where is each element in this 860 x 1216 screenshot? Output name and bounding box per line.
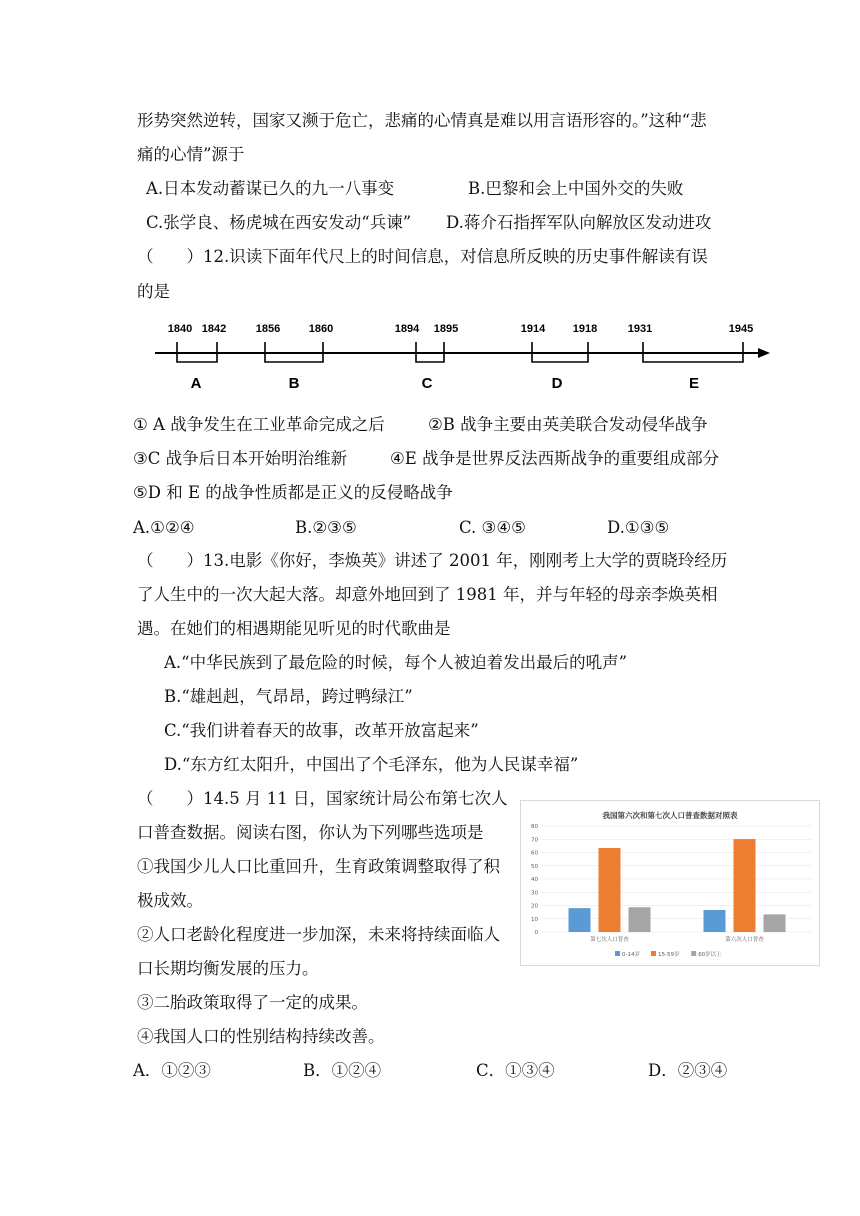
y-tick-label: 80 (531, 824, 538, 830)
segment-label: C (421, 375, 433, 392)
year-label: 1856 (255, 323, 281, 335)
segment-label: B (288, 375, 300, 392)
q14-option-c: C．①③④ (476, 1061, 555, 1080)
q14-option-b: B．①②④ (303, 1061, 382, 1080)
y-tick-label: 40 (531, 877, 538, 883)
y-tick-label: 0 (534, 930, 538, 936)
q14-option-d: D．②③④ (648, 1061, 728, 1080)
q14-stem-line2: 口普查数据。阅读右图，你认为下列哪些选项是 (137, 823, 484, 842)
q11-option-b: B.巴黎和会上中国外交的失败 (468, 179, 684, 198)
q13-option-d: D.“东方红太阳升，中国出了个毛泽东，他为人民谋幸福” (164, 755, 579, 774)
q11-option-d: D.蒋介石指挥军队向解放区发动进攻 (446, 213, 712, 232)
q14-item: ②人口老龄化程度进一步加深，未来将持续面临人 (137, 925, 500, 944)
legend-label: 60岁以上 (698, 952, 722, 958)
q14-item: ④我国人口的性别结构持续改善。 (137, 1027, 385, 1046)
q14-stem-line1: （ ）14.5 月 11 日，国家统计局公布第七次人 (137, 789, 508, 808)
bar (629, 907, 651, 932)
year-label: 1914 (520, 323, 546, 335)
q14-item: ③二胎政策取得了一定的成果。 (137, 993, 368, 1012)
bar (704, 910, 726, 932)
legend-label: 0-14岁 (622, 952, 640, 958)
y-tick-label: 70 (531, 837, 538, 844)
legend-label: 15-59岁 (658, 952, 680, 958)
legend-swatch (615, 951, 620, 956)
segment-label: D (551, 375, 563, 392)
year-label: 1840 (167, 323, 193, 335)
q12-statement-1: ① A 战争发生在工业革命完成之后 (133, 415, 385, 434)
q11-text-line2: 痛的心情”源于 (137, 145, 245, 164)
segment-label: E (688, 375, 700, 392)
q12-option-b: B.②③⑤ (295, 518, 357, 537)
timeline-ruler (150, 318, 780, 398)
q14-item: 极成效。 (137, 891, 203, 910)
year-label: 1894 (394, 323, 420, 335)
year-label: 1842 (201, 323, 227, 335)
year-label: 1918 (572, 323, 598, 335)
q14-item: 口长期均衡发展的压力。 (137, 959, 319, 978)
q12-statement-3: ③C 战争后日本开始明治维新 (133, 449, 348, 468)
q11-text-line1: 形势突然逆转，国家又濒于危亡，悲痛的心情真是难以用言语形容的。”这种“悲 (137, 111, 707, 130)
year-label: 1945 (728, 323, 754, 335)
legend-swatch (691, 951, 696, 956)
y-tick-label: 20 (531, 903, 538, 910)
q11-option-c: C.张学良、杨虎城在西安发动“兵谏” (146, 213, 412, 232)
y-tick-label: 60 (531, 850, 538, 857)
q12-stem-line1: （ ）12.识读下面年代尺上的时间信息，对信息所反映的历史事件解读有误 (137, 247, 708, 266)
year-label: 1931 (627, 323, 653, 335)
legend-swatch (651, 951, 656, 956)
chart-title: 我国第六次和第七次人口普查数据对照表 (602, 811, 738, 820)
q13-option-c: C.“我们讲着春天的故事，改革开放富起来” (164, 721, 479, 740)
q14-option-a: A．①②③ (133, 1061, 211, 1080)
y-tick-label: 10 (531, 916, 538, 923)
q14-item: ①我国少儿人口比重回升，生育政策调整取得了积 (137, 857, 500, 876)
chart-frame (521, 801, 820, 966)
q12-option-d: D.①③⑤ (607, 518, 670, 537)
bar (764, 914, 786, 932)
population-chart (520, 800, 820, 966)
q12-option-c: C. ③④⑤ (459, 518, 526, 537)
bar (569, 908, 591, 932)
q13-option-a: A.“中华民族到了最危险的时候，每个人被迫着发出最后的吼声” (164, 653, 628, 672)
q13-stem-line3: 遇。在她们的相遇期能见听见的时代歌曲是 (137, 619, 451, 638)
y-tick-label: 50 (531, 863, 538, 870)
q12-statement-2: ②B 战争主要由英美联合发动侵华战争 (428, 415, 708, 434)
bar (599, 848, 621, 932)
category-label: 第六次人口普查 (725, 937, 764, 943)
q12-stem-line2: 的是 (137, 282, 170, 301)
q13-option-b: B.“雄赳赳，气昂昂，跨过鸭绿江” (164, 687, 413, 706)
year-label: 1895 (433, 323, 459, 335)
q12-option-a: A.①②④ (133, 518, 195, 537)
q12-statement-5: ⑤D 和 E 的战争性质都是正义的反侵略战争 (133, 483, 453, 502)
q12-statement-4: ④E 战争是世界反法西斯战争的重要组成部分 (390, 449, 720, 468)
q13-stem-line2: 了人生中的一次大起大落。却意外地回到了 1981 年，并与年轻的母亲李焕英相 (137, 585, 718, 604)
year-label: 1860 (308, 323, 334, 335)
q11-option-a: A.日本发动蓄谋已久的九一八事变 (146, 179, 395, 198)
timeline-arrow-icon (758, 348, 770, 358)
category-label: 第七次人口普查 (590, 937, 629, 943)
bar (734, 839, 756, 932)
q13-stem-line1: （ ）13.电影《你好，李焕英》讲述了 2001 年，刚刚考上大学的贾晓玲经历 (137, 551, 728, 570)
segment-label: A (190, 375, 202, 392)
y-tick-label: 30 (531, 890, 538, 897)
